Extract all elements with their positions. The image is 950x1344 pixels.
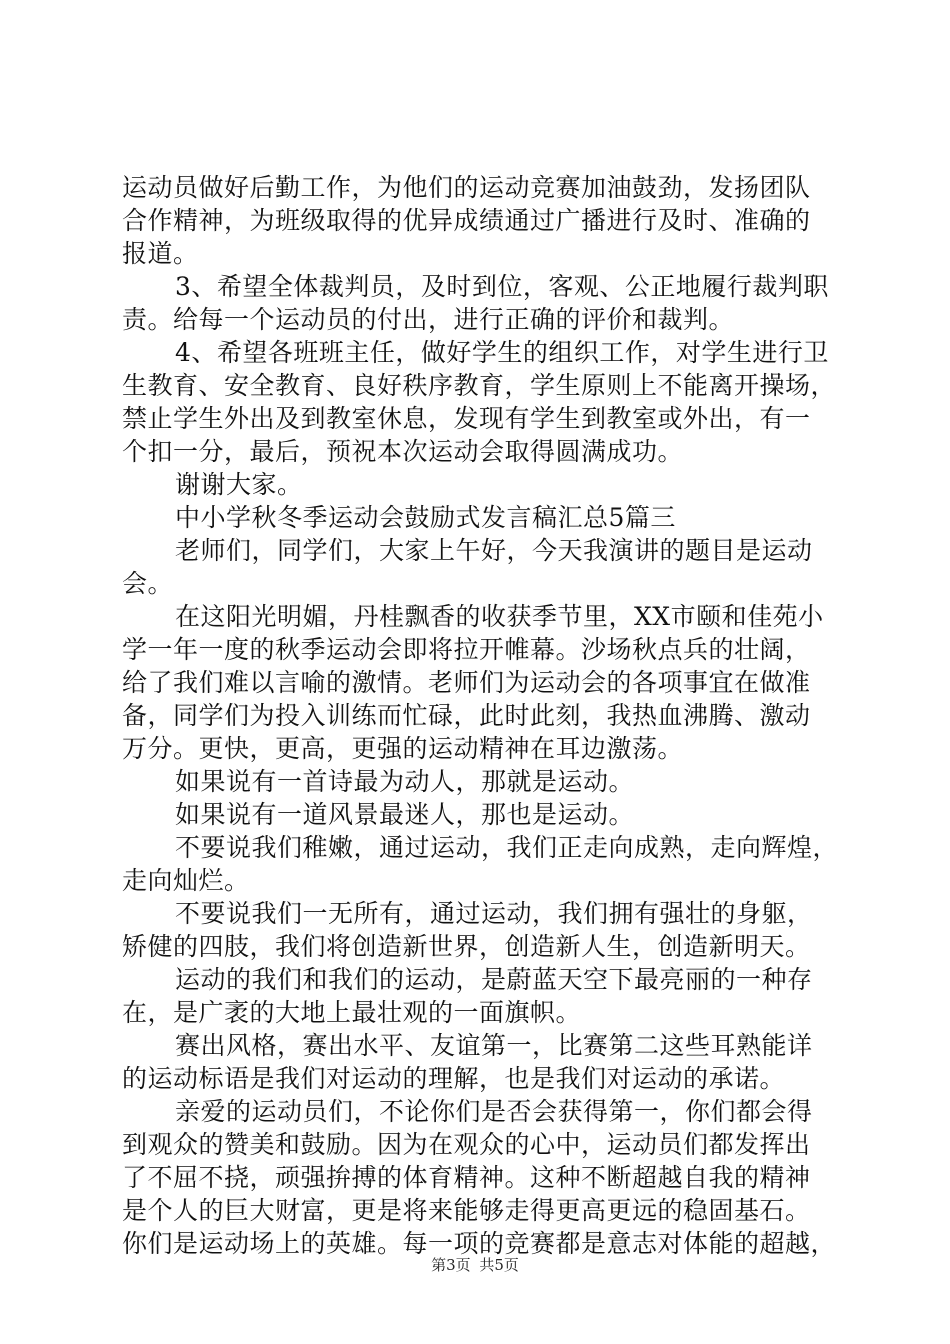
text-line: 你们是运动场上的英雄。每一项的竞赛都是意志对体能的超越， [122,1229,837,1258]
text-line: 4、希望各班班主任，做好学生的组织工作，对学生进行卫 [175,338,829,367]
text-line: 了不屈不挠，顽强拚搏的体育精神。这种不断超越自我的精神 [122,1163,811,1192]
text-line: 老师们，同学们，大家上午好，今天我演讲的题目是运动 [175,536,813,565]
text-line: 个扣一分，最后，预祝本次运动会取得圆满成功。 [122,437,684,466]
text-line: 责。给每一个运动员的付出，进行正确的评价和裁判。 [122,305,735,334]
text-line: 报道。 [122,239,199,268]
text-line: 矫健的四肢，我们将创造新世界，创造新人生，创造新明天。 [122,932,811,961]
page-footer [0,1255,950,1275]
text-line: 不要说我们稚嫩，通过运动，我们正走向成熟，走向辉煌， [175,833,839,862]
text-line: 运动的我们和我们的运动，是蔚蓝天空下最亮丽的一种存 [175,965,813,994]
text-line: 到观众的赞美和鼓励。因为在观众的心中，运动员们都发挥出 [122,1130,811,1159]
section-heading: 中小学秋冬季运动会鼓励式发言稿汇总5篇三 [175,503,676,532]
text-line: 3、希望全体裁判员，及时到位，客观、公正地履行裁判职 [175,272,829,301]
text-line: 如果说有一道风景最迷人，那也是运动。 [175,800,635,829]
text-line: 合作精神，为班级取得的优异成绩通过广播进行及时、准确的 [122,206,811,235]
text-line: 谢谢大家。 [175,470,303,499]
text-line: 不要说我们一无所有，通过运动，我们拥有强壮的身躯， [175,899,813,928]
text-line: 给了我们难以言喻的激情。老师们为运动会的各项事宜在做准 [122,668,811,697]
text-line: 如果说有一首诗最为动人，那就是运动。 [175,767,635,796]
text-line: 禁止学生外出及到教室休息，发现有学生到教室或外出，有一 [122,404,811,433]
page-total: 共5页 [479,1256,519,1274]
text-line: 运动员做好后勤工作，为他们的运动竞赛加油鼓劲，发扬团队 [122,173,811,202]
text-line: 万分。更快，更高，更强的运动精神在耳边激荡。 [122,734,684,763]
text-line: 生教育、安全教育、良好秩序教育，学生原则上不能离开操场， [122,371,837,400]
text-line: 走向灿烂。 [122,866,250,895]
text-line: 学一年一度的秋季运动会即将拉开帷幕。沙场秋点兵的壮阔， [122,635,811,664]
text-line: 赛出风格，赛出水平、友谊第一，比赛第二这些耳熟能详 [175,1031,813,1060]
text-line: 是个人的巨大财富，更是将来能够走得更高更远的稳固基石。 [122,1196,811,1225]
text-line: 的运动标语是我们对运动的理解，也是我们对运动的承诺。 [122,1064,786,1093]
text-line: 在这阳光明媚，丹桂飘香的收获季节里，XX市颐和佳苑小 [175,602,824,631]
text-line: 会。 [122,569,174,598]
text-line: 备，同学们为投入训练而忙碌，此时此刻，我热血沸腾、激动 [122,701,811,730]
text-line: 亲爱的运动员们，不论你们是否会获得第一，你们都会得 [175,1097,813,1126]
page-number: 第3页 [431,1256,471,1274]
text-line: 在，是广袤的大地上最壮观的一面旗帜。 [122,998,582,1027]
